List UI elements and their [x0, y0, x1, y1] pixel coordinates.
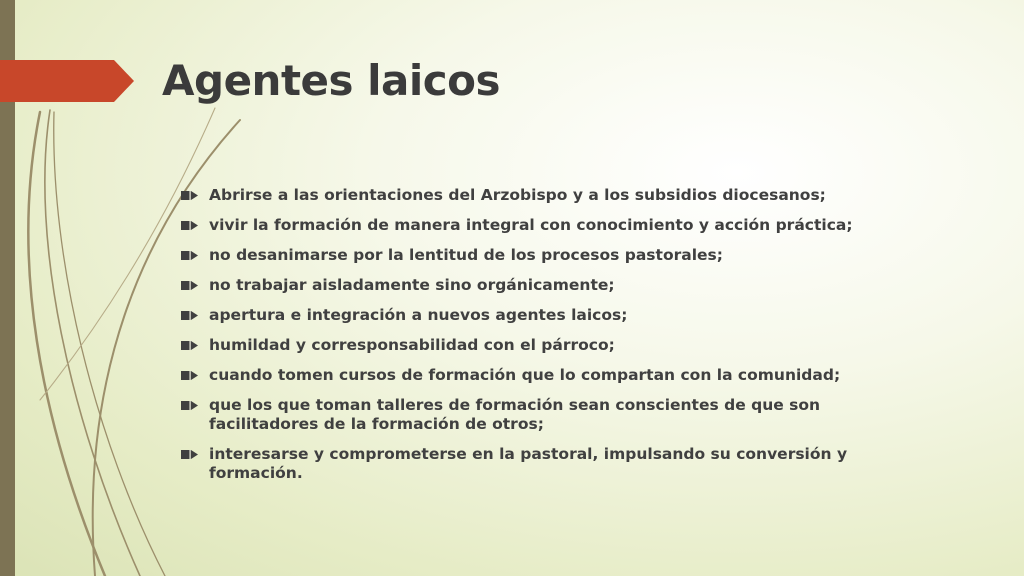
arrow-bullet-icon	[181, 191, 198, 200]
title-arrow-shape	[0, 60, 134, 102]
bullet-item	[181, 445, 901, 483]
bullet-text: interesarse y comprometerse en la pastoral, impulsando su conversión y formación.	[209, 445, 848, 482]
arrow-bullet-icon	[181, 401, 198, 410]
bullet-text: Abrirse a las orientaciones del Arzobispo y a los subsidios diocesanos;	[209, 186, 826, 204]
arrow-bullet-icon	[181, 311, 198, 320]
bullet-item	[181, 396, 901, 434]
bullet-list	[181, 186, 901, 494]
bullet-text: cuando tomen cursos de formación que lo compartan con la comunidad;	[209, 366, 841, 384]
bullet-item	[181, 276, 901, 295]
arrow-bullet-icon	[181, 281, 198, 290]
bullet-item	[181, 216, 901, 235]
bullet-item	[181, 306, 901, 325]
slide-title: Agentes laicos	[162, 56, 501, 105]
bullet-text: no trabajar aisladamente sino orgánicamente;	[209, 276, 615, 294]
bullet-text: humildad y corresponsabilidad con el párroco;	[209, 336, 615, 354]
bullet-item	[181, 186, 901, 205]
bullet-item	[181, 336, 901, 355]
arrow-bullet-icon	[181, 341, 198, 350]
bullet-text: apertura e integración a nuevos agentes laicos;	[209, 306, 628, 324]
bullet-text: vivir la formación de manera integral con conocimiento y acción práctica;	[209, 216, 853, 234]
arrow-bullet-icon	[181, 221, 198, 230]
bullet-text: no desanimarse por la lentitud de los procesos pastorales;	[209, 246, 723, 264]
bullet-item	[181, 366, 901, 385]
arrow-bullet-icon	[181, 450, 198, 459]
bullet-text: que los que toman talleres de formación sean conscientes de que son facilitadores de la formación de otros;	[209, 396, 821, 433]
arrow-bullet-icon	[181, 371, 198, 380]
arrow-bullet-icon	[181, 251, 198, 260]
bullet-item	[181, 246, 901, 265]
